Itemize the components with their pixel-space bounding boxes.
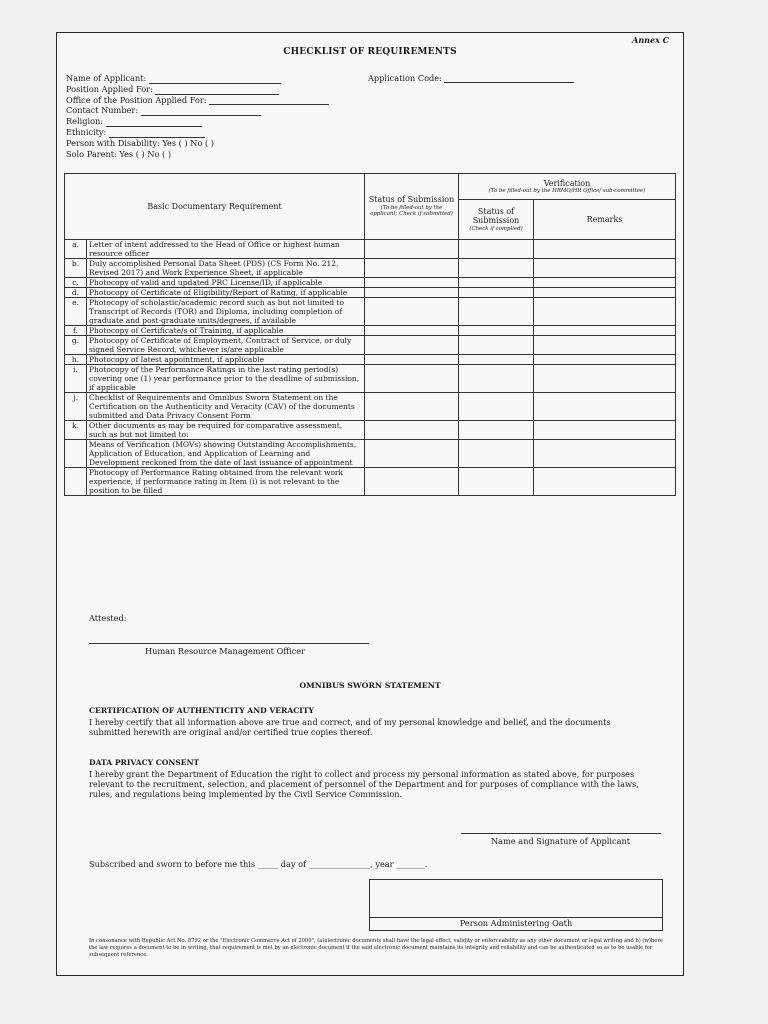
row-remarks-cell[interactable]	[534, 336, 676, 355]
row-letter: h.	[65, 355, 87, 365]
row-letter: j.	[65, 393, 87, 421]
header-basic: Basic Documentary Requirement	[65, 174, 365, 240]
office-field[interactable]	[209, 96, 329, 105]
row-verification-cell[interactable]	[459, 326, 534, 336]
oath-label: Person Administering Oath	[459, 918, 573, 928]
row-status-cell[interactable]	[365, 288, 459, 298]
header-status-label: Status of Submission	[368, 195, 455, 205]
page-title: CHECKLIST OF REQUIREMENTS	[283, 47, 457, 57]
row-letter: a.	[65, 240, 87, 259]
table-row	[65, 288, 676, 298]
row-verification-cell[interactable]	[459, 355, 534, 365]
religion-label: Religion:	[66, 116, 104, 127]
header-v-status	[459, 200, 534, 240]
row-remarks-cell[interactable]	[534, 355, 676, 365]
row-status-cell[interactable]	[365, 298, 459, 326]
header-v-status-note: (Check if complied)	[469, 225, 523, 232]
row-remarks-cell[interactable]	[534, 240, 676, 259]
row-status-cell[interactable]	[365, 468, 459, 496]
row-remarks-cell[interactable]	[534, 288, 676, 298]
row-remarks-cell[interactable]	[534, 393, 676, 421]
row-remarks-cell[interactable]	[534, 259, 676, 278]
row-verification-cell[interactable]	[459, 393, 534, 421]
row-requirement: Other documents as may be required for comparative assessment, such as but not limited to:	[87, 421, 365, 440]
header-verification-note: (To be filled-out by the HRMO/HR Office/ sub-committee)	[488, 187, 646, 194]
row-requirement: Photocopy of valid and updated PRC License/ID, if applicable	[87, 278, 365, 288]
row-letter: i.	[65, 365, 87, 393]
header-verification-label: Verification	[543, 178, 591, 188]
row-status-cell[interactable]	[365, 326, 459, 336]
table-row	[65, 393, 676, 421]
ethnicity-label: Ethnicity:	[66, 126, 107, 137]
office-label: Office of the Position Applied For:	[66, 94, 207, 105]
application-code	[368, 73, 574, 83]
row-requirement: Means of Verification (MOVs) showing Outstanding Accomplishments, Application of Education, and Application of Learning and Development reckoned from the date of last issuance of appointment	[87, 440, 365, 468]
header-remarks: Remarks	[534, 200, 676, 240]
row-verification-cell[interactable]	[459, 336, 534, 355]
row-status-cell[interactable]	[365, 365, 459, 393]
attested-label: Attested:	[89, 613, 127, 623]
row-verification-cell[interactable]	[459, 278, 534, 288]
row-status-cell[interactable]	[365, 278, 459, 288]
religion-field[interactable]	[106, 118, 202, 127]
name-label: Name of Applicant:	[66, 73, 147, 83]
app-code-field[interactable]	[444, 74, 574, 83]
row-remarks-cell[interactable]	[534, 365, 676, 393]
row-letter: c.	[65, 278, 87, 288]
row-requirement: Checklist of Requirements and Omnibus Sworn Statement on the Certification on the Authenticity and Veracity (CAV) of the documents submitted and Data Privacy Consent Form	[87, 393, 365, 421]
table-row	[65, 440, 676, 468]
table-row	[65, 278, 676, 288]
row-remarks-cell[interactable]	[534, 298, 676, 326]
row-verification-cell[interactable]	[459, 240, 534, 259]
row-status-cell[interactable]	[365, 393, 459, 421]
row-remarks-cell[interactable]	[534, 278, 676, 288]
annex-label: Annex C	[632, 35, 669, 45]
dpc-title: DATA PRIVACY CONSENT	[89, 758, 200, 767]
subscribed-line: Subscribed and sworn to before me this _____ day of _______________, year _______.	[89, 859, 428, 869]
row-status-cell[interactable]	[365, 421, 459, 440]
row-verification-cell[interactable]	[459, 365, 534, 393]
row-verification-cell[interactable]	[459, 298, 534, 326]
row-letter: d.	[65, 288, 87, 298]
solo-parent-option[interactable]: Solo Parent: Yes ( ) No ( )	[66, 148, 172, 159]
row-letter	[65, 468, 87, 496]
row-status-cell[interactable]	[365, 336, 459, 355]
cav-text: I hereby certify that all information above are true and correct, and of my personal knowledge and belief, and the documents submitted herewith are original and/or certified true copies thereof.	[89, 717, 611, 738]
row-letter: e.	[65, 298, 87, 326]
dpc-text: I hereby grant the Department of Education the right to collect and process my personal information as stated above, for purposes relevant to the recruitment, selection, and placement of personnel of the Department and for purposes of compliance with the laws, rules, and regulations being implemented by the Civil Service Commission.	[89, 769, 639, 800]
row-letter: g.	[65, 336, 87, 355]
applicant-info	[66, 73, 329, 159]
row-status-cell[interactable]	[365, 440, 459, 468]
requirements-table	[64, 173, 676, 496]
row-status-cell[interactable]	[365, 240, 459, 259]
row-letter	[65, 440, 87, 468]
row-letter: b.	[65, 259, 87, 278]
footnote: In consonance with Republic Act No. 8792 or the "Electronic Commerce Act of 2000", (a)electronic documents shall have the legal effect, validity or enforceability as any other document or legal writing and b) (w)here the law requires a document to be in writing, that requirement is met by an electronic document if the said electronic document maintains its integrity and reliability and can be authenticated so as to be usable for subsequent reference.	[89, 938, 663, 958]
header-status-note: (To be filled-out by the applicant; Check if submitted)	[370, 204, 453, 218]
pwd-option[interactable]: Person with Disability: Yes ( ) No ( )	[66, 137, 214, 148]
row-remarks-cell[interactable]	[534, 440, 676, 468]
oath-box[interactable]	[369, 879, 663, 931]
row-verification-cell[interactable]	[459, 468, 534, 496]
row-remarks-cell[interactable]	[534, 326, 676, 336]
row-remarks-cell[interactable]	[534, 468, 676, 496]
row-requirement: Photocopy of the Performance Ratings in the last rating period(s) covering one (1) year performance prior to the deadline of submission, if applicable	[87, 365, 365, 393]
row-verification-cell[interactable]	[459, 288, 534, 298]
position-label: Position Applied For:	[66, 83, 153, 94]
row-requirement: Photocopy of latest appointment, if applicable	[87, 355, 365, 365]
omnibus-title: OMNIBUS SWORN STATEMENT	[299, 681, 441, 690]
header-v-status-label: Status of Submission	[472, 206, 520, 226]
document-page	[56, 32, 684, 976]
row-requirement: Photocopy of Certificate of Employment, Contract of Service, or duly signed Service Record, whichever is/are applicable	[87, 336, 365, 355]
contact-field[interactable]	[141, 107, 261, 116]
row-requirement: Photocopy of Certificate/s of Training, if applicable	[87, 326, 365, 336]
table-row	[65, 336, 676, 355]
row-status-cell[interactable]	[365, 355, 459, 365]
table-row	[65, 259, 676, 278]
row-verification-cell[interactable]	[459, 440, 534, 468]
table-row	[65, 365, 676, 393]
table-row	[65, 298, 676, 326]
row-requirement: Photocopy of Performance Rating obtained from the relevant work experience, if performance rating in Item (i) is not relevant to the position to be filled	[87, 468, 365, 496]
ethnicity-field[interactable]	[109, 129, 205, 138]
hrmo-signature-line	[89, 643, 369, 644]
cav-title: CERTIFICATION OF AUTHENTICITY AND VERACITY	[89, 706, 314, 715]
header-verification	[459, 174, 676, 200]
row-letter: f.	[65, 326, 87, 336]
row-letter: k.	[65, 421, 87, 440]
row-requirement: Letter of intent addressed to the Head of Office or highest human resource officer	[87, 240, 365, 259]
row-requirement: Photocopy of Certificate of Eligibility/Report of Rating, if applicable	[87, 288, 365, 298]
row-verification-cell[interactable]	[459, 259, 534, 278]
row-requirement: Duly accomplished Personal Data Sheet (PDS) (CS Form No. 212, Revised 2017) and Work Experience Sheet, if applicable	[87, 259, 365, 278]
table-row	[65, 421, 676, 440]
contact-label: Contact Number:	[66, 105, 139, 116]
hrmo-label: Human Resource Management Officer	[145, 646, 306, 656]
row-status-cell[interactable]	[365, 259, 459, 278]
header-status	[365, 174, 459, 240]
app-code-label: Application Code:	[368, 73, 442, 83]
name-field[interactable]	[149, 75, 281, 84]
row-remarks-cell[interactable]	[534, 421, 676, 440]
table-row	[65, 240, 676, 259]
table-row	[65, 326, 676, 336]
table-row	[65, 468, 676, 496]
row-verification-cell[interactable]	[459, 421, 534, 440]
table-row	[65, 355, 676, 365]
row-requirement: Photocopy of scholastic/academic record such as but not limited to Transcript of Records (TOR) and Diploma, including completion of graduate and post-graduate units/degrees, if available	[87, 298, 365, 326]
position-field[interactable]	[155, 86, 279, 95]
applicant-signature-line	[461, 833, 661, 834]
applicant-signature-label: Name and Signature of Applicant	[491, 836, 631, 846]
